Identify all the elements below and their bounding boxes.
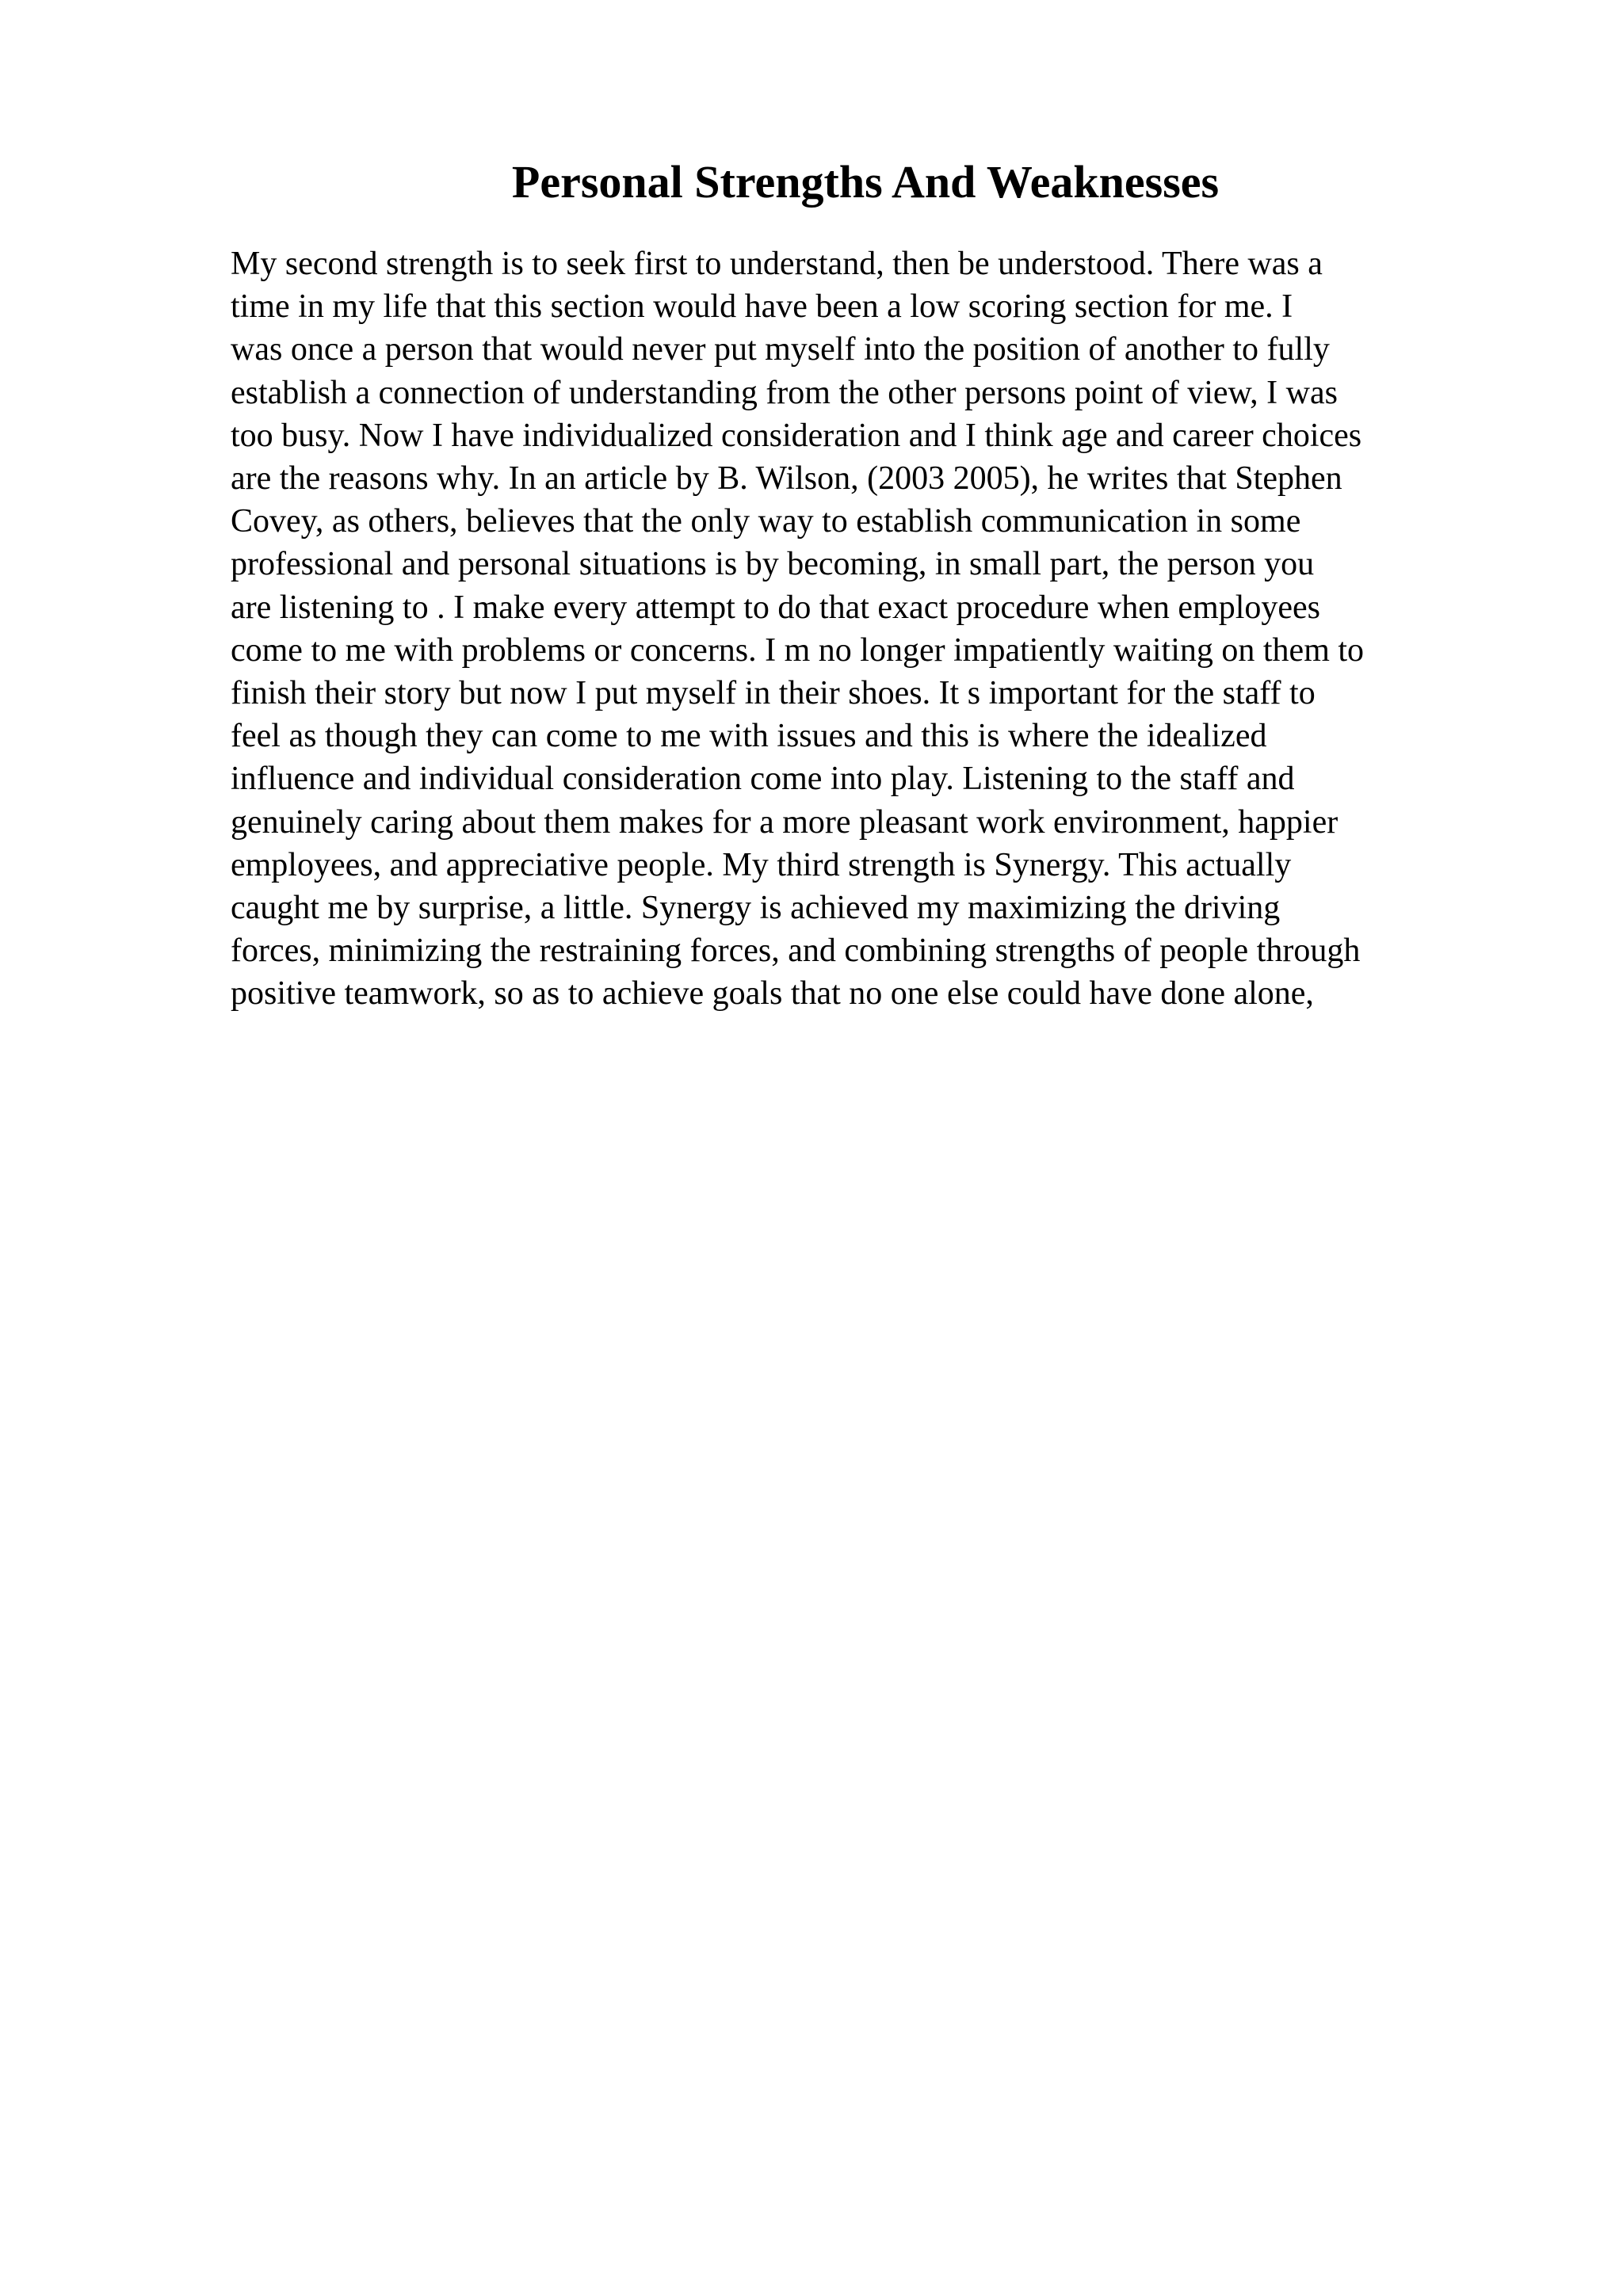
body-line: time in my life that this section would have been a low scoring section for me. I	[231, 288, 1293, 326]
body-line: are the reasons why. In an article by B. Wilson, (2003 2005), he writes that Stephen	[231, 460, 1342, 498]
body-line: positive teamwork, so as to achieve goals that no one else could have done alone,	[231, 975, 1314, 1013]
body-line: come to me with problems or concerns. I m no longer impatiently waiting on them to	[231, 631, 1365, 669]
body-line: influence and individual consideration come into play. Listening to the staff and	[231, 761, 1295, 798]
document-title: Personal Strengths And Weaknesses	[511, 156, 1220, 208]
body-line: feel as though they can come to me with issues and this is where the idealized	[231, 718, 1267, 755]
body-line: employees, and appreciative people. My third strength is Synergy. This actually	[231, 846, 1292, 883]
body-line: professional and personal situations is by becoming, in small part, the person you	[231, 546, 1315, 583]
body-line: too busy. Now I have individualized consideration and I think age and career choices	[231, 417, 1362, 454]
body-line: forces, minimizing the restraining forces, and combining strengths of people through	[231, 933, 1361, 970]
body-line: Covey, as others, believes that the only way to establish communication in some	[231, 503, 1301, 540]
body-line: are listening to . I make every attempt to do that exact procedure when employees	[231, 589, 1320, 626]
body-line: finish their story but now I put myself in their shoes. It s important for the staff to	[231, 675, 1316, 712]
body-line: genuinely caring about them makes for a more pleasant work environment, happier	[231, 803, 1338, 841]
body-line: establish a connection of understanding from the other persons point of view, I was	[231, 374, 1338, 411]
document-body	[231, 242, 1578, 1016]
body-line: My second strength is to seek first to understand, then be understood. There was a	[231, 246, 1323, 282]
body-line: caught me by surprise, a little. Synergy is achieved my maximizing the driving	[231, 890, 1281, 927]
body-line: was once a person that would never put myself into the position of another to fully	[231, 331, 1330, 368]
